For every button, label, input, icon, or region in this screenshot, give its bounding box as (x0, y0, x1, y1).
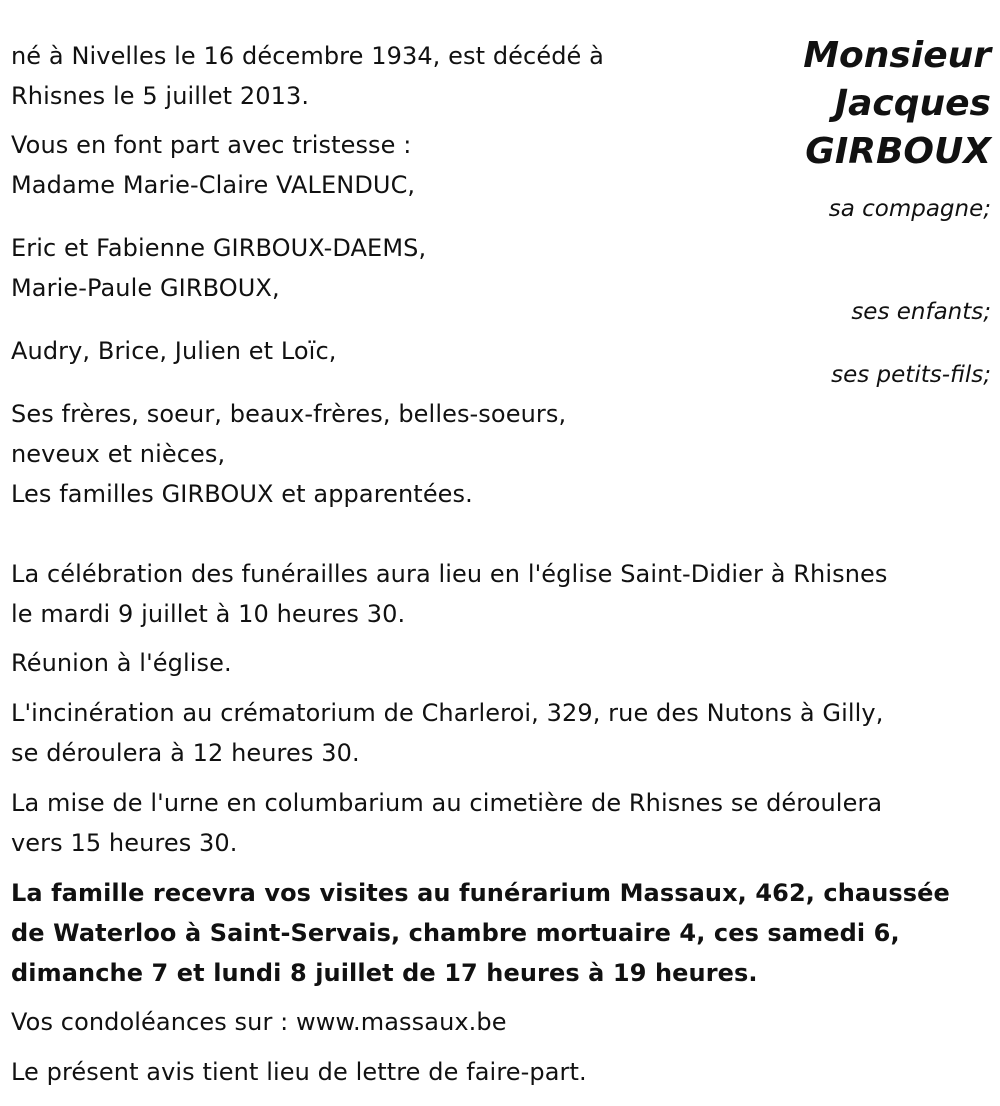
children-role: ses enfants; (851, 299, 991, 325)
grandchildren-names: Audry, Brice, Julien et Loïc, (11, 337, 337, 365)
cremation-line-2: se déroulera à 12 heures 30. (11, 739, 360, 767)
companion-role: sa compagne; (828, 196, 991, 222)
companion-name: Madame Marie-Claire VALENDUC, (11, 171, 416, 199)
deceased-first-name: Jacques (834, 83, 991, 124)
condolences-note: Vos condoléances sur : www.massaux.be (11, 1008, 507, 1036)
meeting-note: Réunion à l'église. (11, 649, 232, 677)
intro-line-1: né à Nivelles le 16 décembre 1934, est décédé à (11, 42, 604, 70)
other-family-line-3: Les familles GIRBOUX et apparentées. (11, 480, 473, 508)
visits-line-1: La famille recevra vos visites au funérarium Massaux, 462, chaussée (11, 879, 950, 907)
urn-line-1: La mise de l'urne en columbarium au cimetière de Rhisnes se déroulera (11, 789, 883, 817)
deceased-title: Monsieur (803, 35, 991, 76)
celebration-line-1: La célébration des funérailles aura lieu en l'église Saint-Didier à Rhisnes (11, 560, 888, 588)
visits-line-3: dimanche 7 et lundi 8 juillet de 17 heures à 19 heures. (11, 959, 758, 987)
grandchildren-role: ses petits-fils; (831, 362, 991, 388)
child-line-2: Marie-Paule GIRBOUX, (11, 274, 280, 302)
faire-part-notice: Le présent avis tient lieu de lettre de faire-part. (11, 1058, 587, 1086)
other-family-line-2: neveux et nièces, (11, 440, 226, 468)
celebration-line-2: le mardi 9 juillet à 10 heures 30. (11, 600, 406, 628)
intro-line-2: Rhisnes le 5 juillet 2013. (11, 82, 310, 110)
visits-line-2: de Waterloo à Saint-Servais, chambre mortuaire 4, ces samedi 6, (11, 919, 900, 947)
cremation-line-1: L'incinération au crématorium de Charleroi, 329, rue des Nutons à Gilly, (11, 699, 884, 727)
urn-line-2: vers 15 heures 30. (11, 829, 238, 857)
deceased-last-name: GIRBOUX (805, 131, 991, 172)
family-announce: Vous en font part avec tristesse : (11, 131, 412, 159)
other-family-line-1: Ses frères, soeur, beaux-frères, belles-soeurs, (11, 400, 567, 428)
child-line-1: Eric et Fabienne GIRBOUX-DAEMS, (11, 234, 427, 262)
